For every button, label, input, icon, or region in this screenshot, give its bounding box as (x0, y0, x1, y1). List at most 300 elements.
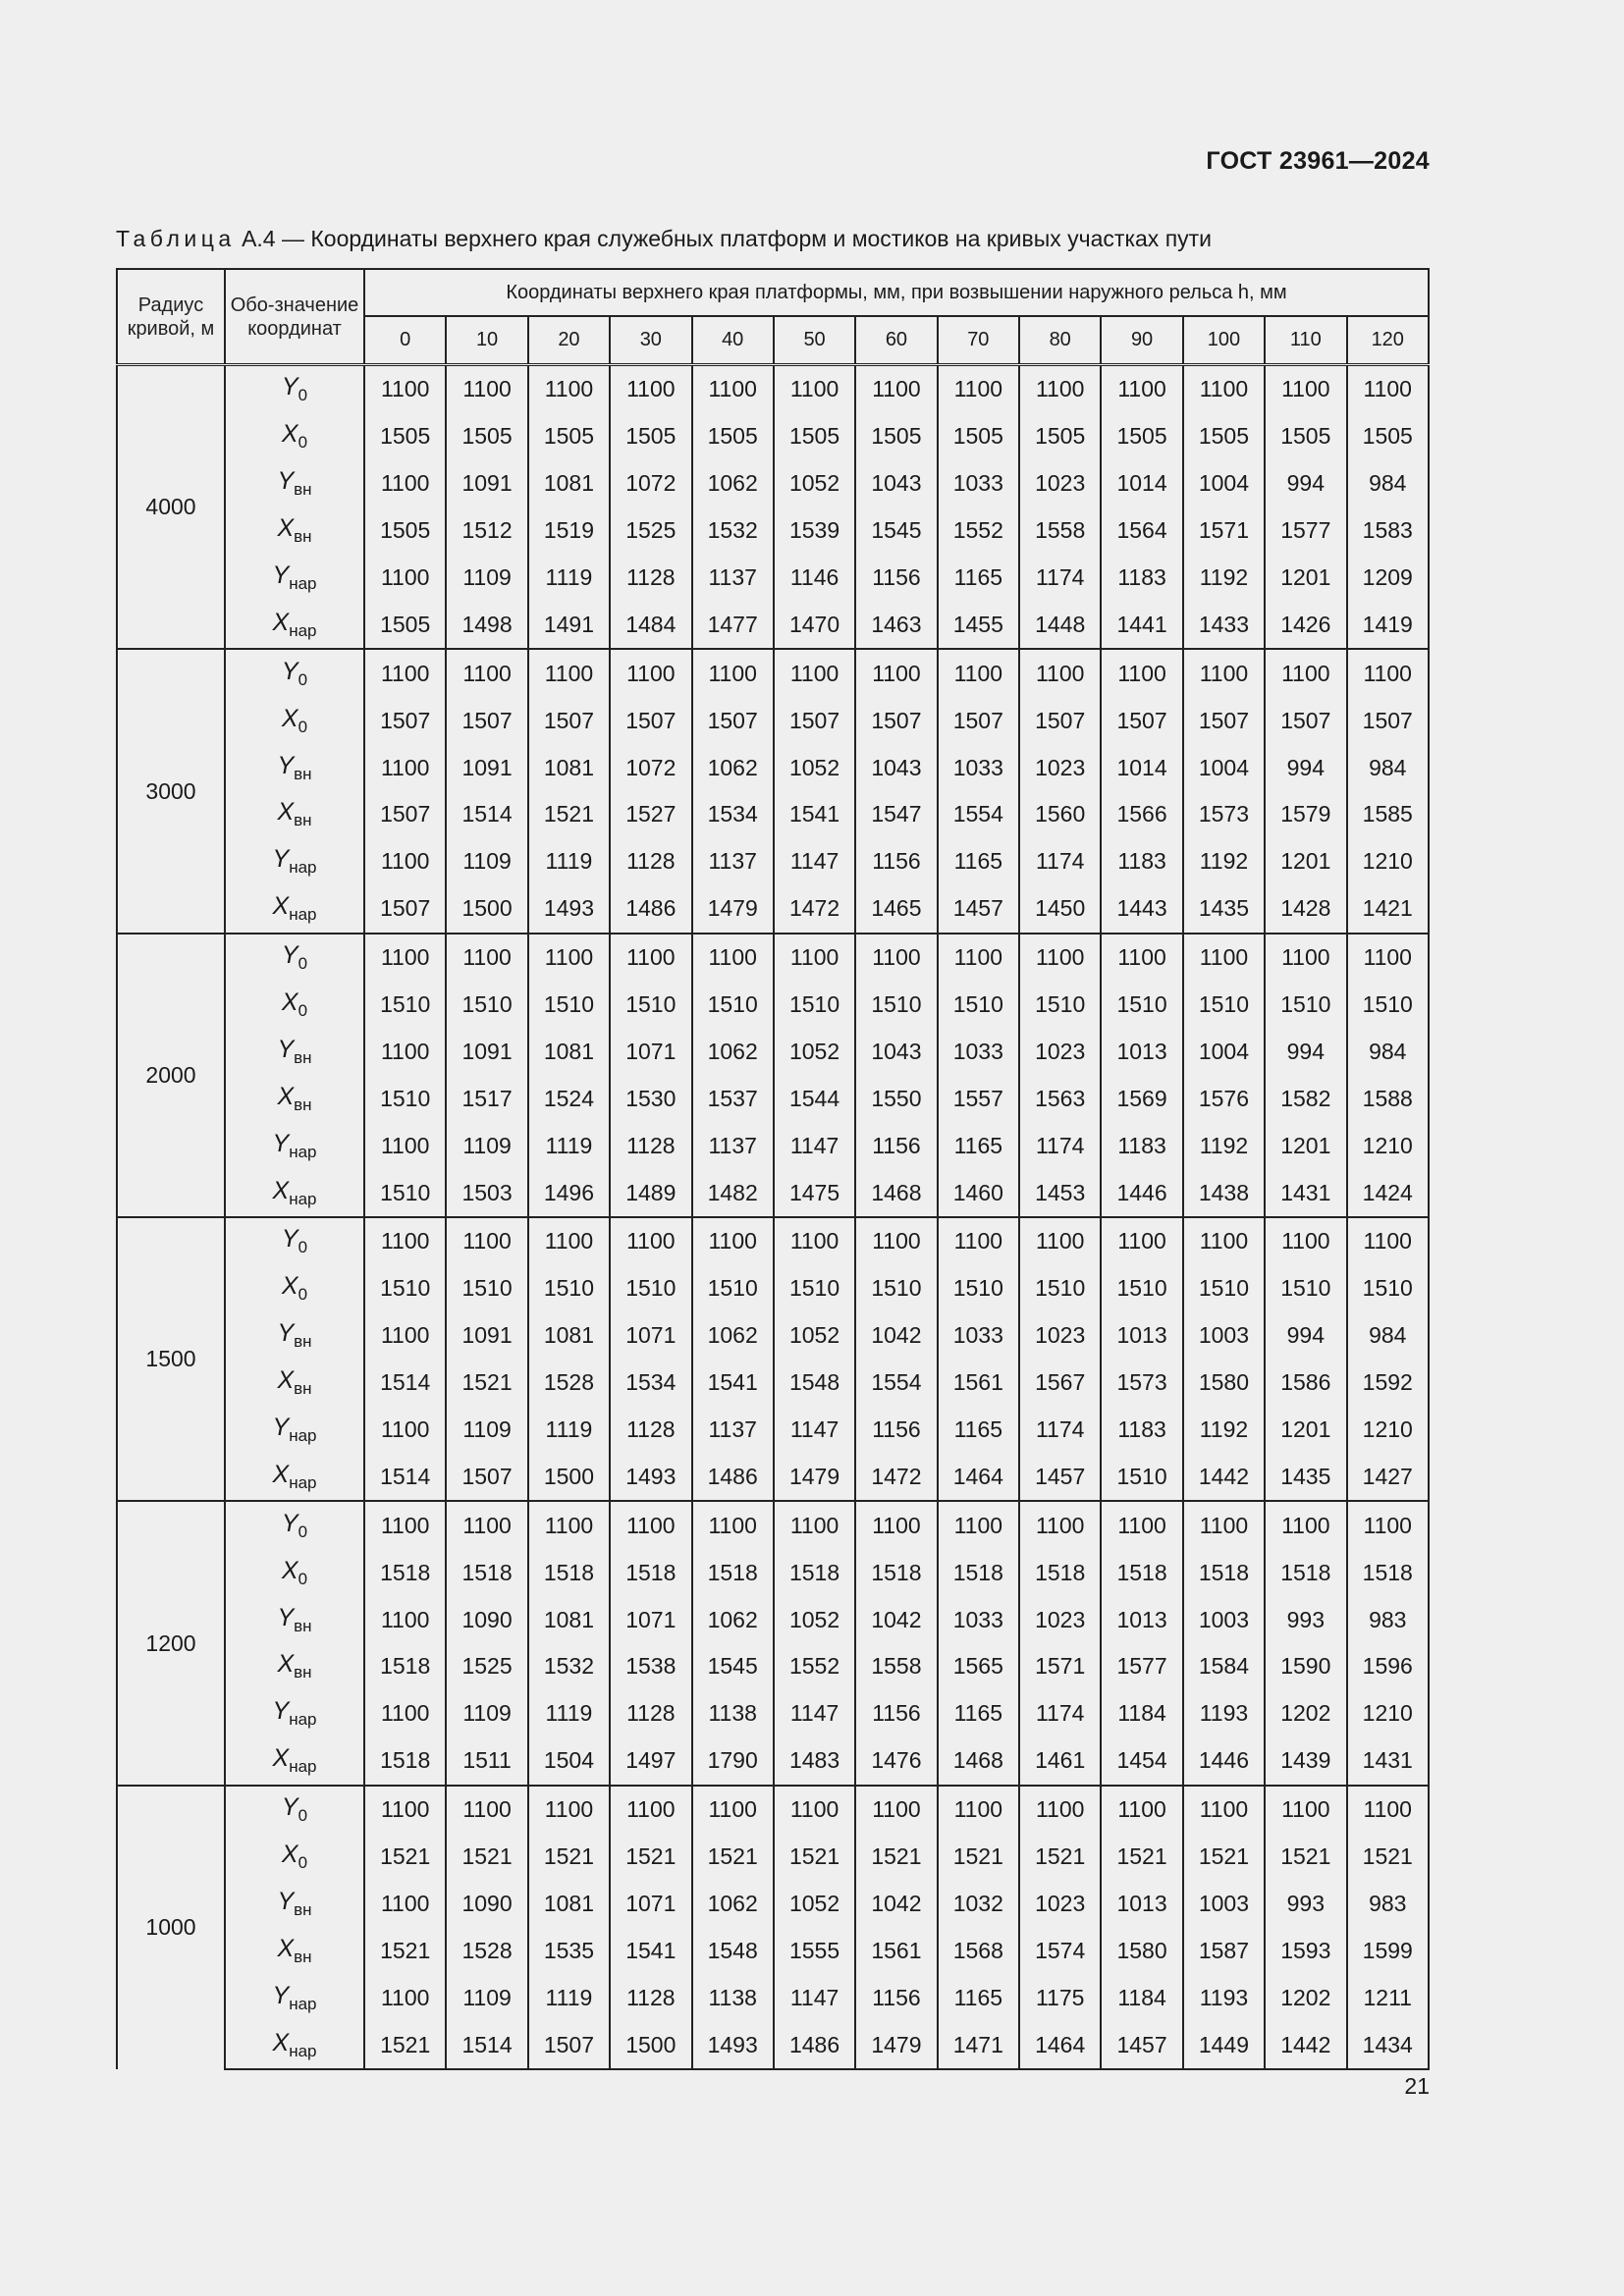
value-cell: 1507 (364, 791, 446, 838)
value-cell: 1202 (1265, 1690, 1346, 1737)
value-cell: 1510 (1347, 982, 1430, 1029)
page-number: 21 (1404, 2073, 1430, 2099)
coordinate-subscript: нар (289, 574, 317, 593)
value-cell: 1201 (1265, 838, 1346, 885)
coordinate-letter: X (281, 988, 298, 1017)
value-cell: 1433 (1183, 601, 1265, 649)
value-cell: 1100 (1019, 649, 1101, 697)
table-row (117, 1312, 1429, 1360)
value-cell: 1582 (1265, 1075, 1346, 1122)
value-cell: 1519 (528, 507, 610, 555)
coordinate-subscript: вн (294, 1047, 312, 1067)
value-cell: 1507 (1265, 697, 1346, 744)
value-cell: 993 (1265, 1596, 1346, 1643)
value-cell: 1043 (855, 1028, 937, 1075)
value-cell: 1476 (855, 1737, 937, 1786)
coordinate-letter: Y (272, 1414, 290, 1442)
value-cell: 1071 (610, 1312, 691, 1360)
value-cell: 1521 (446, 1360, 527, 1407)
header-elevation: 50 (774, 316, 855, 365)
value-cell: 1100 (364, 1312, 446, 1360)
value-cell: 1510 (1183, 1265, 1265, 1312)
value-cell: 1201 (1265, 1407, 1346, 1454)
value-cell: 1100 (1101, 365, 1182, 413)
value-cell: 1484 (610, 601, 691, 649)
table-row (117, 838, 1429, 885)
value-cell: 1128 (610, 1122, 691, 1169)
value-cell: 1518 (774, 1549, 855, 1596)
table-row (117, 1075, 1429, 1122)
table-row (117, 1122, 1429, 1169)
value-cell: 1538 (610, 1643, 691, 1690)
table-row (117, 1690, 1429, 1737)
value-cell: 1023 (1019, 1881, 1101, 1928)
value-cell: 1541 (610, 1927, 691, 1974)
value-cell: 1100 (1101, 1501, 1182, 1549)
table-caption (116, 226, 1212, 252)
value-cell: 1100 (364, 1501, 446, 1549)
table-row (117, 1360, 1429, 1407)
coordinate-subscript: вн (294, 1663, 312, 1682)
table-row (117, 649, 1429, 697)
coordinate-designation (225, 1265, 364, 1312)
value-cell: 1062 (692, 744, 774, 791)
value-cell: 1505 (855, 413, 937, 460)
value-cell: 1137 (692, 1122, 774, 1169)
value-cell: 1424 (1347, 1169, 1430, 1217)
table-row (117, 697, 1429, 744)
table-row (117, 934, 1429, 982)
value-cell: 1100 (1183, 934, 1265, 982)
value-cell: 1505 (1019, 413, 1101, 460)
coordinate-designation (225, 1786, 364, 1834)
value-cell: 1573 (1183, 791, 1265, 838)
coordinate-letter: Y (281, 657, 298, 685)
value-cell: 1505 (692, 413, 774, 460)
table-row (117, 1265, 1429, 1312)
value-cell: 1100 (364, 744, 446, 791)
value-cell: 1193 (1183, 1974, 1265, 2021)
value-cell: 1521 (855, 1834, 937, 1881)
value-cell: 1128 (610, 838, 691, 885)
value-cell: 1577 (1101, 1643, 1182, 1690)
value-cell: 1052 (774, 1881, 855, 1928)
value-cell: 1518 (364, 1549, 446, 1596)
value-cell: 1100 (855, 1217, 937, 1265)
value-cell: 1183 (1101, 838, 1182, 885)
value-cell: 1580 (1183, 1360, 1265, 1407)
value-cell: 1510 (446, 1265, 527, 1312)
coordinate-letter: Y (277, 1603, 295, 1631)
value-cell: 1461 (1019, 1737, 1101, 1786)
value-cell: 1147 (774, 838, 855, 885)
coordinate-letter: X (281, 1272, 298, 1301)
header-elevation: 110 (1265, 316, 1346, 365)
table-row (117, 1453, 1429, 1501)
value-cell: 1441 (1101, 601, 1182, 649)
value-cell: 1510 (364, 1169, 446, 1217)
value-cell: 1496 (528, 1169, 610, 1217)
value-cell: 1510 (364, 1075, 446, 1122)
coordinate-letter: X (277, 1082, 295, 1110)
value-cell: 1033 (938, 744, 1019, 791)
coordinate-subscript: вн (294, 1947, 312, 1966)
caption-label: Таблица (116, 226, 236, 251)
value-cell: 1510 (1019, 982, 1101, 1029)
header-designation: Обо-значение координат (225, 269, 364, 365)
value-cell: 1567 (1019, 1360, 1101, 1407)
value-cell: 1505 (1101, 413, 1182, 460)
value-cell: 1510 (364, 1265, 446, 1312)
value-cell: 1023 (1019, 1312, 1101, 1360)
value-cell: 1518 (528, 1549, 610, 1596)
value-cell: 1071 (610, 1596, 691, 1643)
value-cell: 1100 (692, 365, 774, 413)
table-row (117, 555, 1429, 602)
value-cell: 1518 (1347, 1549, 1430, 1596)
value-cell: 1156 (855, 1122, 937, 1169)
value-cell: 1525 (446, 1643, 527, 1690)
coordinate-subscript: вн (294, 1095, 312, 1114)
value-cell: 1510 (1101, 1265, 1182, 1312)
value-cell: 1100 (855, 1501, 937, 1549)
curve-radius-cell: 3000 (117, 649, 225, 933)
coordinate-letter: Y (277, 467, 295, 496)
value-cell: 1100 (1101, 1786, 1182, 1834)
value-cell: 1577 (1265, 507, 1346, 555)
value-cell: 1510 (1183, 982, 1265, 1029)
coordinate-designation (225, 1169, 364, 1217)
coordinate-designation (225, 365, 364, 413)
value-cell: 1419 (1347, 601, 1430, 649)
value-cell: 1568 (938, 1927, 1019, 1974)
coordinate-letter: Y (277, 1887, 295, 1915)
value-cell: 1100 (855, 649, 937, 697)
value-cell: 1505 (938, 413, 1019, 460)
value-cell: 1052 (774, 1028, 855, 1075)
header-elevation: 0 (364, 316, 446, 365)
value-cell: 1100 (938, 649, 1019, 697)
value-cell: 1119 (528, 1407, 610, 1454)
value-cell: 1091 (446, 460, 527, 507)
coordinate-subscript: 0 (298, 717, 308, 736)
value-cell: 1013 (1101, 1028, 1182, 1075)
value-cell: 1033 (938, 460, 1019, 507)
coordinate-subscript: нар (289, 1472, 317, 1492)
value-cell: 1033 (938, 1312, 1019, 1360)
value-cell: 1507 (446, 697, 527, 744)
value-cell: 1128 (610, 555, 691, 602)
value-cell: 1503 (446, 1169, 527, 1217)
value-cell: 1072 (610, 460, 691, 507)
value-cell: 1091 (446, 744, 527, 791)
value-cell: 1518 (1183, 1549, 1265, 1596)
value-cell: 1062 (692, 1596, 774, 1643)
curve-radius-cell: 4000 (117, 365, 225, 650)
value-cell: 983 (1347, 1596, 1430, 1643)
value-cell: 1579 (1265, 791, 1346, 838)
coordinate-designation (225, 982, 364, 1029)
value-cell: 1507 (528, 697, 610, 744)
value-cell: 1537 (692, 1075, 774, 1122)
value-cell: 1507 (1019, 697, 1101, 744)
value-cell: 1510 (528, 1265, 610, 1312)
table-row (117, 1737, 1429, 1786)
value-cell: 1100 (1265, 1217, 1346, 1265)
value-cell: 1165 (938, 1407, 1019, 1454)
value-cell: 1521 (1183, 1834, 1265, 1881)
coordinate-subscript: вн (294, 811, 312, 830)
coordinate-designation (225, 601, 364, 649)
value-cell: 1566 (1101, 791, 1182, 838)
table-row (117, 791, 1429, 838)
value-cell: 1505 (1265, 413, 1346, 460)
table-row (117, 744, 1429, 791)
value-cell: 1004 (1183, 744, 1265, 791)
table-row (117, 1169, 1429, 1217)
value-cell: 1201 (1265, 1122, 1346, 1169)
value-cell: 1504 (528, 1737, 610, 1786)
value-cell: 1552 (774, 1643, 855, 1690)
value-cell: 1510 (364, 982, 446, 1029)
value-cell: 1156 (855, 1407, 937, 1454)
coordinate-subscript: нар (289, 1426, 317, 1446)
header-elevation: 40 (692, 316, 774, 365)
value-cell: 1100 (610, 649, 691, 697)
value-cell: 1100 (1019, 934, 1101, 982)
value-cell: 1100 (364, 555, 446, 602)
value-cell: 1100 (364, 1974, 446, 2021)
value-cell: 993 (1265, 1881, 1346, 1928)
value-cell: 1511 (446, 1737, 527, 1786)
value-cell: 1147 (774, 1690, 855, 1737)
value-cell: 1062 (692, 1028, 774, 1075)
value-cell: 1156 (855, 555, 937, 602)
value-cell: 1032 (938, 1881, 1019, 1928)
value-cell: 1109 (446, 838, 527, 885)
coordinate-subscript: 0 (298, 433, 308, 453)
value-cell: 1100 (774, 1217, 855, 1265)
value-cell: 1571 (1183, 507, 1265, 555)
value-cell: 1192 (1183, 1122, 1265, 1169)
value-cell: 1565 (938, 1643, 1019, 1690)
value-cell: 1548 (774, 1360, 855, 1407)
value-cell: 1521 (528, 791, 610, 838)
value-cell: 1042 (855, 1596, 937, 1643)
value-cell: 1192 (1183, 555, 1265, 602)
coordinate-letter: X (277, 514, 295, 543)
coordinate-designation (225, 1974, 364, 2021)
coordinate-letter: Y (277, 1035, 295, 1063)
curve-radius-cell: 1000 (117, 1786, 225, 2069)
value-cell: 1514 (446, 2021, 527, 2069)
value-cell: 984 (1347, 460, 1430, 507)
coordinate-subscript: 0 (298, 1238, 308, 1257)
value-cell: 1100 (855, 934, 937, 982)
coordinate-designation (225, 413, 364, 460)
value-cell: 1119 (528, 555, 610, 602)
value-cell: 1442 (1265, 2021, 1346, 2069)
value-cell: 1014 (1101, 744, 1182, 791)
value-cell: 1193 (1183, 1690, 1265, 1737)
value-cell: 1470 (774, 601, 855, 649)
value-cell: 1183 (1101, 555, 1182, 602)
coordinate-letter: X (272, 1460, 290, 1488)
coordinate-designation (225, 507, 364, 555)
value-cell: 1486 (610, 885, 691, 934)
value-cell: 1174 (1019, 1407, 1101, 1454)
coordinate-letter: Y (281, 941, 298, 970)
value-cell: 1521 (364, 2021, 446, 2069)
coordinate-designation (225, 1122, 364, 1169)
value-cell: 1428 (1265, 885, 1346, 934)
value-cell: 1100 (774, 1501, 855, 1549)
value-cell: 1521 (1019, 1834, 1101, 1881)
value-cell: 1510 (610, 1265, 691, 1312)
value-cell: 1100 (938, 365, 1019, 413)
value-cell: 1510 (692, 1265, 774, 1312)
coordinate-subscript: нар (289, 620, 317, 640)
value-cell: 1071 (610, 1028, 691, 1075)
value-cell: 1443 (1101, 885, 1182, 934)
value-cell: 1426 (1265, 601, 1346, 649)
value-cell: 1431 (1347, 1737, 1430, 1786)
coordinate-designation (225, 1596, 364, 1643)
coordinate-subscript: нар (289, 858, 317, 878)
value-cell: 1489 (610, 1169, 691, 1217)
value-cell: 1100 (528, 365, 610, 413)
value-cell: 1510 (1347, 1265, 1430, 1312)
coordinate-subscript: 0 (298, 386, 308, 405)
coordinate-letter: X (272, 608, 290, 636)
table-row (117, 507, 1429, 555)
value-cell: 1100 (1019, 365, 1101, 413)
value-cell: 1464 (1019, 2021, 1101, 2069)
value-cell: 1210 (1347, 1122, 1430, 1169)
value-cell: 1090 (446, 1596, 527, 1643)
value-cell: 1552 (938, 507, 1019, 555)
value-cell: 1091 (446, 1028, 527, 1075)
value-cell: 1518 (938, 1549, 1019, 1596)
coordinate-subscript: 0 (298, 1522, 308, 1541)
value-cell: 1184 (1101, 1690, 1182, 1737)
value-cell: 1100 (855, 365, 937, 413)
coordinate-subscript: 0 (298, 1806, 308, 1826)
value-cell: 1100 (1347, 649, 1430, 697)
value-cell: 1072 (610, 744, 691, 791)
value-cell: 1003 (1183, 1312, 1265, 1360)
value-cell: 1043 (855, 744, 937, 791)
coordinate-subscript: нар (289, 1710, 317, 1730)
value-cell: 1421 (1347, 885, 1430, 934)
value-cell: 1596 (1347, 1643, 1430, 1690)
value-cell: 1100 (528, 934, 610, 982)
value-cell: 1505 (1347, 413, 1430, 460)
coordinate-designation (225, 1881, 364, 1928)
value-cell: 1100 (692, 649, 774, 697)
coordinate-subscript: 0 (298, 1569, 308, 1588)
value-cell: 1100 (1265, 1501, 1346, 1549)
value-cell: 1100 (1183, 1501, 1265, 1549)
coordinate-designation (225, 1927, 364, 1974)
value-cell: 1521 (1265, 1834, 1346, 1881)
value-cell: 1100 (364, 838, 446, 885)
value-cell: 1100 (364, 1596, 446, 1643)
coordinate-designation (225, 1217, 364, 1265)
value-cell: 1438 (1183, 1169, 1265, 1217)
value-cell: 1532 (528, 1643, 610, 1690)
coordinate-subscript: вн (294, 480, 312, 500)
value-cell: 1507 (1347, 697, 1430, 744)
value-cell: 1573 (1101, 1360, 1182, 1407)
header-radius: Радиус кривой, м (117, 269, 225, 365)
value-cell: 1507 (938, 697, 1019, 744)
value-cell: 994 (1265, 460, 1346, 507)
value-cell: 1588 (1347, 1075, 1430, 1122)
value-cell: 1100 (938, 1501, 1019, 1549)
table-row (117, 885, 1429, 934)
coordinate-designation (225, 1407, 364, 1454)
value-cell: 1137 (692, 838, 774, 885)
value-cell: 1100 (1347, 365, 1430, 413)
value-cell: 1550 (855, 1075, 937, 1122)
value-cell: 1100 (774, 649, 855, 697)
value-cell: 1599 (1347, 1927, 1430, 1974)
coordinate-letter: X (272, 892, 290, 921)
value-cell: 1486 (774, 2021, 855, 2069)
coordinate-subscript: нар (289, 905, 317, 925)
value-cell: 1521 (610, 1834, 691, 1881)
value-cell: 1486 (692, 1453, 774, 1501)
header-elevation: 100 (1183, 316, 1265, 365)
value-cell: 1100 (446, 1501, 527, 1549)
value-cell: 1081 (528, 1596, 610, 1643)
value-cell: 1004 (1183, 1028, 1265, 1075)
value-cell: 1518 (1101, 1549, 1182, 1596)
coordinate-subscript: вн (294, 1332, 312, 1352)
table-row (117, 1881, 1429, 1928)
coordinate-letter: X (281, 704, 298, 732)
value-cell: 1434 (1347, 2021, 1430, 2069)
table-row (117, 1786, 1429, 1834)
coordinate-subscript: 0 (298, 954, 308, 974)
value-cell: 1505 (528, 413, 610, 460)
value-cell: 1023 (1019, 1596, 1101, 1643)
value-cell: 1004 (1183, 460, 1265, 507)
coordinate-letter: Y (272, 1129, 290, 1157)
header-elevation: 60 (855, 316, 937, 365)
value-cell: 1128 (610, 1407, 691, 1454)
value-cell: 1514 (364, 1453, 446, 1501)
value-cell: 1100 (938, 1217, 1019, 1265)
value-cell: 1521 (774, 1834, 855, 1881)
value-cell: 1184 (1101, 1974, 1182, 2021)
value-cell: 1510 (1265, 982, 1346, 1029)
value-cell: 1518 (1265, 1549, 1346, 1596)
table-row (117, 1834, 1429, 1881)
value-cell: 984 (1347, 1028, 1430, 1075)
value-cell: 1052 (774, 460, 855, 507)
value-cell: 1446 (1101, 1169, 1182, 1217)
coordinate-subscript: нар (289, 1142, 317, 1161)
coordinate-designation (225, 460, 364, 507)
value-cell: 1479 (855, 2021, 937, 2069)
coordinate-designation (225, 1834, 364, 1881)
value-cell: 1435 (1265, 1453, 1346, 1501)
value-cell: 1100 (774, 1786, 855, 1834)
value-cell: 1560 (1019, 791, 1101, 838)
header-elevation: 120 (1347, 316, 1430, 365)
